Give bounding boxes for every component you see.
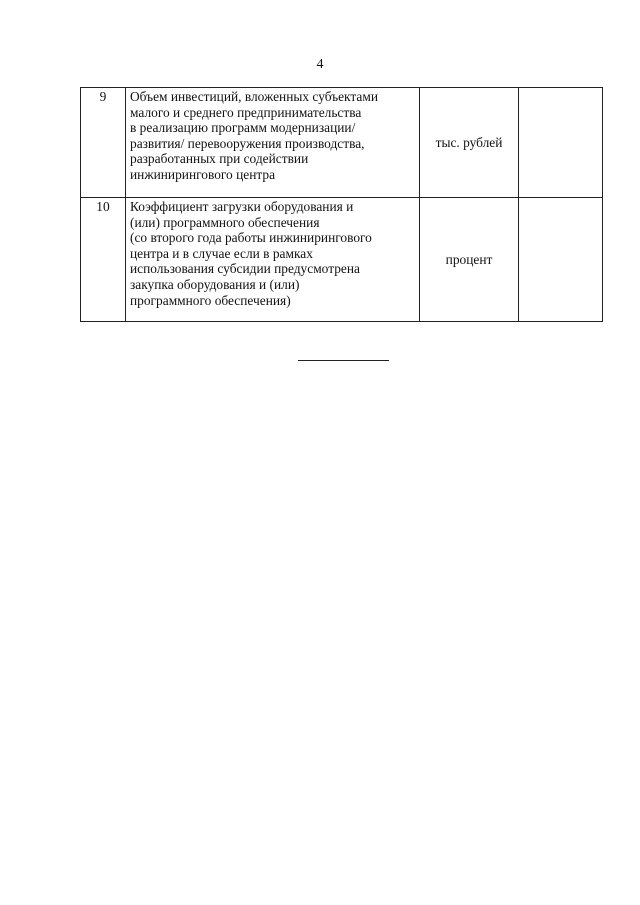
end-of-document-rule (298, 360, 389, 361)
indicator-value (519, 198, 603, 322)
indicator-name (126, 198, 420, 322)
page-number: 4 (316, 57, 324, 72)
indicator-name-line: использования субсидии предусмотрена (130, 261, 360, 277)
table-row (81, 88, 603, 198)
indicators-table (80, 87, 603, 322)
indicator-name-line: (или) программного обеспечения (130, 214, 320, 230)
indicator-name-line: (со второго года работы инжинирингового (130, 230, 372, 246)
indicator-name-line: Коэффициент загрузки оборудования и (130, 199, 354, 214)
indicator-name-line: развития/ перевооружения производства, (130, 135, 365, 151)
row-number: 10 (81, 198, 126, 322)
unit-of-measure: тыс. рублей (420, 88, 519, 198)
indicator-name-line: малого и среднего предпринимательства (130, 104, 362, 120)
indicator-name-line: в реализацию программ модернизации/ (130, 120, 356, 136)
indicator-name-line: программного обеспечения) (130, 292, 291, 308)
indicator-name-line: Объем инвестиций, вложенных субъектами (130, 89, 378, 104)
indicator-name-line: инжинирингового центра (130, 166, 276, 182)
table-row (81, 198, 603, 322)
indicator-value (519, 88, 603, 198)
row-number: 9 (81, 88, 126, 198)
indicator-name-line: закупка оборудования и (или) (130, 276, 300, 292)
indicator-name (126, 88, 420, 198)
indicator-name-line: центра и в случае если в рамках (130, 245, 313, 261)
unit-of-measure: процент (420, 198, 519, 322)
indicator-name-line: разработанных при содействии (130, 151, 309, 167)
